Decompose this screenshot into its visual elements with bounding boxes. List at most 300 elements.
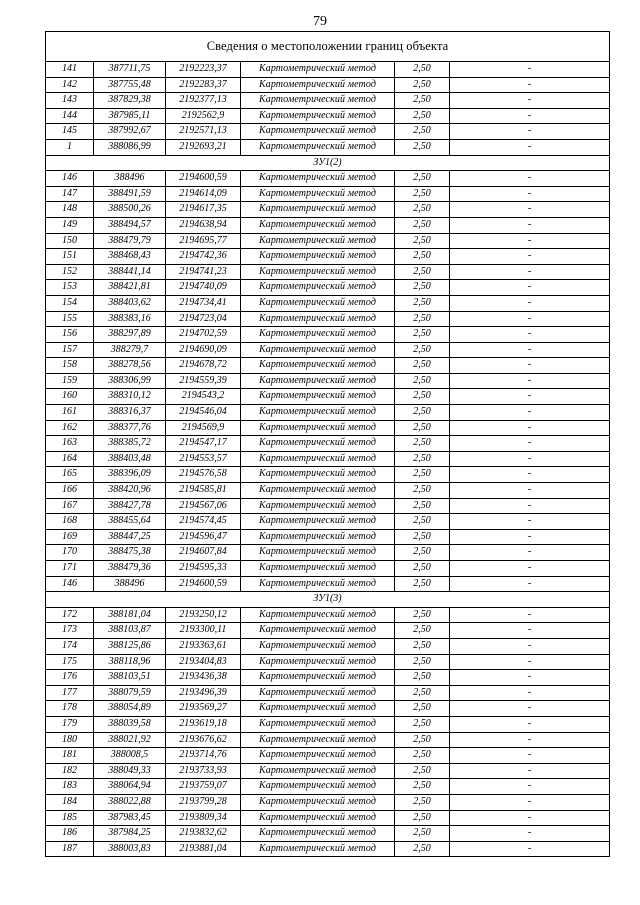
x-coordinate-cell: 388064,94 (94, 779, 166, 795)
description-cell: - (450, 467, 610, 483)
point-number-cell: 166 (46, 483, 94, 499)
method-cell: Картометрический метод (241, 342, 395, 358)
y-coordinate-cell: 2193809,34 (166, 810, 241, 826)
point-number-cell: 162 (46, 420, 94, 436)
accuracy-cell: 2,50 (395, 779, 450, 795)
x-coordinate-cell: 388008,5 (94, 748, 166, 764)
y-coordinate-cell: 2193733,93 (166, 763, 241, 779)
description-cell: - (450, 763, 610, 779)
page-number: 79 (313, 14, 327, 29)
table-row (46, 545, 610, 561)
accuracy-cell: 2,50 (395, 420, 450, 436)
description-cell: - (450, 124, 610, 140)
point-number-cell: 153 (46, 280, 94, 296)
description-cell: - (450, 264, 610, 280)
method-cell: Картометрический метод (241, 249, 395, 265)
table-title-row (46, 32, 610, 62)
method-cell: Картометрический метод (241, 701, 395, 717)
x-coordinate-cell: 388086,99 (94, 139, 166, 155)
x-coordinate-cell: 388396,09 (94, 467, 166, 483)
description-cell: - (450, 623, 610, 639)
description-cell: - (450, 280, 610, 296)
accuracy-cell: 2,50 (395, 545, 450, 561)
accuracy-cell: 2,50 (395, 467, 450, 483)
x-coordinate-cell: 388103,51 (94, 670, 166, 686)
x-coordinate-cell: 388306,99 (94, 373, 166, 389)
x-coordinate-cell: 388079,59 (94, 685, 166, 701)
x-coordinate-cell: 388500,26 (94, 202, 166, 218)
point-number-cell: 148 (46, 202, 94, 218)
y-coordinate-cell: 2193881,04 (166, 841, 241, 857)
section-label: ЗУ1(3) (46, 592, 610, 608)
method-cell: Картометрический метод (241, 62, 395, 78)
point-number-cell: 154 (46, 295, 94, 311)
point-number-cell: 157 (46, 342, 94, 358)
x-coordinate-cell: 388403,62 (94, 295, 166, 311)
method-cell: Картометрический метод (241, 483, 395, 499)
description-cell: - (450, 77, 610, 93)
table-row (46, 139, 610, 155)
y-coordinate-cell: 2194574,45 (166, 514, 241, 530)
table-row (46, 529, 610, 545)
accuracy-cell: 2,50 (395, 483, 450, 499)
point-number-cell: 181 (46, 748, 94, 764)
method-cell: Картометрический метод (241, 93, 395, 109)
table-row (46, 607, 610, 623)
point-number-cell: 167 (46, 498, 94, 514)
x-coordinate-cell: 387983,45 (94, 810, 166, 826)
method-cell: Картометрический метод (241, 467, 395, 483)
y-coordinate-cell: 2194607,84 (166, 545, 241, 561)
description-cell: - (450, 358, 610, 374)
x-coordinate-cell: 388125,86 (94, 638, 166, 654)
x-coordinate-cell: 388427,78 (94, 498, 166, 514)
accuracy-cell: 2,50 (395, 233, 450, 249)
method-cell: Картометрический метод (241, 716, 395, 732)
y-coordinate-cell: 2194695,77 (166, 233, 241, 249)
accuracy-cell: 2,50 (395, 342, 450, 358)
point-number-cell: 142 (46, 77, 94, 93)
method-cell: Картометрический метод (241, 514, 395, 530)
table-row (46, 264, 610, 280)
point-number-cell: 160 (46, 389, 94, 405)
x-coordinate-cell: 388049,33 (94, 763, 166, 779)
method-cell: Картометрический метод (241, 295, 395, 311)
y-coordinate-cell: 2193569,27 (166, 701, 241, 717)
table-row (46, 311, 610, 327)
point-number-cell: 174 (46, 638, 94, 654)
table-row (46, 638, 610, 654)
accuracy-cell: 2,50 (395, 171, 450, 187)
accuracy-cell: 2,50 (395, 389, 450, 405)
x-coordinate-cell: 388054,89 (94, 701, 166, 717)
description-cell: - (450, 685, 610, 701)
description-cell: - (450, 529, 610, 545)
accuracy-cell: 2,50 (395, 249, 450, 265)
accuracy-cell: 2,50 (395, 108, 450, 124)
method-cell: Картометрический метод (241, 436, 395, 452)
x-coordinate-cell: 388421,81 (94, 280, 166, 296)
x-coordinate-cell: 388021,92 (94, 732, 166, 748)
accuracy-cell: 2,50 (395, 701, 450, 717)
point-number-cell: 159 (46, 373, 94, 389)
table-row (46, 249, 610, 265)
x-coordinate-cell: 388310,12 (94, 389, 166, 405)
table-row (46, 217, 610, 233)
accuracy-cell: 2,50 (395, 451, 450, 467)
table-row (46, 514, 610, 530)
point-number-cell: 182 (46, 763, 94, 779)
point-number-cell: 144 (46, 108, 94, 124)
point-number-cell: 186 (46, 826, 94, 842)
description-cell: - (450, 576, 610, 592)
x-coordinate-cell: 388385,72 (94, 436, 166, 452)
y-coordinate-cell: 2194723,04 (166, 311, 241, 327)
table-row (46, 389, 610, 405)
table-row (46, 327, 610, 343)
y-coordinate-cell: 2193714,76 (166, 748, 241, 764)
accuracy-cell: 2,50 (395, 358, 450, 374)
table-row (46, 576, 610, 592)
accuracy-cell: 2,50 (395, 638, 450, 654)
y-coordinate-cell: 2193300,11 (166, 623, 241, 639)
description-cell: - (450, 62, 610, 78)
point-number-cell: 180 (46, 732, 94, 748)
description-cell: - (450, 561, 610, 577)
x-coordinate-cell: 388039,58 (94, 716, 166, 732)
method-cell: Картометрический метод (241, 607, 395, 623)
x-coordinate-cell: 388278,56 (94, 358, 166, 374)
method-cell: Картометрический метод (241, 77, 395, 93)
method-cell: Картометрический метод (241, 217, 395, 233)
y-coordinate-cell: 2192571,13 (166, 124, 241, 140)
description-cell: - (450, 607, 610, 623)
description-cell: - (450, 841, 610, 857)
description-cell: - (450, 779, 610, 795)
y-coordinate-cell: 2194576,58 (166, 467, 241, 483)
method-cell: Картометрический метод (241, 186, 395, 202)
accuracy-cell: 2,50 (395, 732, 450, 748)
y-coordinate-cell: 2194638,94 (166, 217, 241, 233)
description-cell: - (450, 186, 610, 202)
description-cell: - (450, 498, 610, 514)
method-cell: Картометрический метод (241, 171, 395, 187)
accuracy-cell: 2,50 (395, 436, 450, 452)
accuracy-cell: 2,50 (395, 77, 450, 93)
x-coordinate-cell: 388455,64 (94, 514, 166, 530)
table-row (46, 186, 610, 202)
method-cell: Картометрический метод (241, 529, 395, 545)
table-row (46, 451, 610, 467)
description-cell: - (450, 311, 610, 327)
x-coordinate-cell: 388468,43 (94, 249, 166, 265)
method-cell: Картометрический метод (241, 202, 395, 218)
y-coordinate-cell: 2193404,83 (166, 654, 241, 670)
method-cell: Картометрический метод (241, 654, 395, 670)
accuracy-cell: 2,50 (395, 124, 450, 140)
accuracy-cell: 2,50 (395, 810, 450, 826)
table-row (46, 202, 610, 218)
point-number-cell: 184 (46, 794, 94, 810)
table-row (46, 763, 610, 779)
point-number-cell: 176 (46, 670, 94, 686)
y-coordinate-cell: 2194559,39 (166, 373, 241, 389)
table-row (46, 436, 610, 452)
table-row (46, 498, 610, 514)
accuracy-cell: 2,50 (395, 763, 450, 779)
point-number-cell: 164 (46, 451, 94, 467)
method-cell: Картометрический метод (241, 451, 395, 467)
accuracy-cell: 2,50 (395, 405, 450, 421)
point-number-cell: 145 (46, 124, 94, 140)
method-cell: Картометрический метод (241, 139, 395, 155)
y-coordinate-cell: 2194734,41 (166, 295, 241, 311)
description-cell: - (450, 436, 610, 452)
description-cell: - (450, 451, 610, 467)
method-cell: Картометрический метод (241, 576, 395, 592)
x-coordinate-cell: 388118,96 (94, 654, 166, 670)
point-number-cell: 155 (46, 311, 94, 327)
point-number-cell: 143 (46, 93, 94, 109)
x-coordinate-cell: 388297,89 (94, 327, 166, 343)
description-cell: - (450, 701, 610, 717)
point-number-cell: 170 (46, 545, 94, 561)
point-number-cell: 158 (46, 358, 94, 374)
method-cell: Картометрический метод (241, 763, 395, 779)
description-cell: - (450, 342, 610, 358)
accuracy-cell: 2,50 (395, 623, 450, 639)
x-coordinate-cell: 388181,04 (94, 607, 166, 623)
method-cell: Картометрический метод (241, 623, 395, 639)
description-cell: - (450, 732, 610, 748)
description-cell: - (450, 93, 610, 109)
y-coordinate-cell: 2194596,47 (166, 529, 241, 545)
table-row (46, 841, 610, 857)
point-number-cell: 161 (46, 405, 94, 421)
accuracy-cell: 2,50 (395, 202, 450, 218)
section-header-row (46, 155, 610, 171)
point-number-cell: 150 (46, 233, 94, 249)
y-coordinate-cell: 2192283,37 (166, 77, 241, 93)
accuracy-cell: 2,50 (395, 264, 450, 280)
method-cell: Картометрический метод (241, 561, 395, 577)
table-row (46, 405, 610, 421)
x-coordinate-cell: 388279,7 (94, 342, 166, 358)
x-coordinate-cell: 388441,14 (94, 264, 166, 280)
accuracy-cell: 2,50 (395, 841, 450, 857)
accuracy-cell: 2,50 (395, 607, 450, 623)
method-cell: Картометрический метод (241, 794, 395, 810)
x-coordinate-cell: 387829,38 (94, 93, 166, 109)
method-cell: Картометрический метод (241, 545, 395, 561)
accuracy-cell: 2,50 (395, 311, 450, 327)
accuracy-cell: 2,50 (395, 280, 450, 296)
description-cell: - (450, 405, 610, 421)
table-row (46, 826, 610, 842)
method-cell: Картометрический метод (241, 841, 395, 857)
accuracy-cell: 2,50 (395, 654, 450, 670)
description-cell: - (450, 748, 610, 764)
table-row (46, 77, 610, 93)
method-cell: Картометрический метод (241, 233, 395, 249)
accuracy-cell: 2,50 (395, 62, 450, 78)
accuracy-cell: 2,50 (395, 327, 450, 343)
boundary-coordinates-table (45, 31, 610, 857)
description-cell: - (450, 638, 610, 654)
accuracy-cell: 2,50 (395, 186, 450, 202)
y-coordinate-cell: 2194553,57 (166, 451, 241, 467)
description-cell: - (450, 202, 610, 218)
table-row (46, 810, 610, 826)
method-cell: Картометрический метод (241, 327, 395, 343)
description-cell: - (450, 810, 610, 826)
description-cell: - (450, 373, 610, 389)
table-row (46, 748, 610, 764)
accuracy-cell: 2,50 (395, 748, 450, 764)
method-cell: Картометрический метод (241, 264, 395, 280)
y-coordinate-cell: 2194617,35 (166, 202, 241, 218)
table-row (46, 295, 610, 311)
point-number-cell: 141 (46, 62, 94, 78)
description-cell: - (450, 295, 610, 311)
method-cell: Картометрический метод (241, 670, 395, 686)
table-row (46, 467, 610, 483)
point-number-cell: 178 (46, 701, 94, 717)
y-coordinate-cell: 2194678,72 (166, 358, 241, 374)
accuracy-cell: 2,50 (395, 685, 450, 701)
method-cell: Картометрический метод (241, 389, 395, 405)
method-cell: Картометрический метод (241, 405, 395, 421)
table-row (46, 483, 610, 499)
table-row (46, 358, 610, 374)
description-cell: - (450, 389, 610, 405)
y-coordinate-cell: 2194543,2 (166, 389, 241, 405)
point-number-cell: 165 (46, 467, 94, 483)
method-cell: Картометрический метод (241, 373, 395, 389)
accuracy-cell: 2,50 (395, 93, 450, 109)
method-cell: Картометрический метод (241, 810, 395, 826)
x-coordinate-cell: 388316,37 (94, 405, 166, 421)
x-coordinate-cell: 387992,67 (94, 124, 166, 140)
point-number-cell: 151 (46, 249, 94, 265)
table-row (46, 701, 610, 717)
table-row (46, 732, 610, 748)
description-cell: - (450, 670, 610, 686)
description-cell: - (450, 327, 610, 343)
x-coordinate-cell: 388491,59 (94, 186, 166, 202)
y-coordinate-cell: 2194614,09 (166, 186, 241, 202)
y-coordinate-cell: 2194585,81 (166, 483, 241, 499)
section-label: ЗУ1(2) (46, 155, 610, 171)
method-cell: Картометрический метод (241, 826, 395, 842)
accuracy-cell: 2,50 (395, 139, 450, 155)
table-row (46, 108, 610, 124)
table-row (46, 420, 610, 436)
description-cell: - (450, 545, 610, 561)
table-row (46, 233, 610, 249)
y-coordinate-cell: 2193436,38 (166, 670, 241, 686)
accuracy-cell: 2,50 (395, 295, 450, 311)
description-cell: - (450, 139, 610, 155)
x-coordinate-cell: 388496 (94, 171, 166, 187)
x-coordinate-cell: 387755,48 (94, 77, 166, 93)
table-row (46, 280, 610, 296)
point-number-cell: 187 (46, 841, 94, 857)
table-title: Сведения о местоположении границ объекта (46, 32, 610, 62)
description-cell: - (450, 217, 610, 233)
point-number-cell: 156 (46, 327, 94, 343)
method-cell: Картометрический метод (241, 748, 395, 764)
section-header-row (46, 592, 610, 608)
accuracy-cell: 2,50 (395, 498, 450, 514)
y-coordinate-cell: 2194547,17 (166, 436, 241, 452)
accuracy-cell: 2,50 (395, 670, 450, 686)
table-row (46, 779, 610, 795)
point-number-cell: 1 (46, 139, 94, 155)
method-cell: Картометрический метод (241, 779, 395, 795)
point-number-cell: 169 (46, 529, 94, 545)
table-row (46, 654, 610, 670)
method-cell: Картометрический метод (241, 685, 395, 701)
y-coordinate-cell: 2193619,18 (166, 716, 241, 732)
method-cell: Картометрический метод (241, 358, 395, 374)
accuracy-cell: 2,50 (395, 561, 450, 577)
table-row (46, 93, 610, 109)
y-coordinate-cell: 2193799,28 (166, 794, 241, 810)
y-coordinate-cell: 2193250,12 (166, 607, 241, 623)
point-number-cell: 183 (46, 779, 94, 795)
y-coordinate-cell: 2192562,9 (166, 108, 241, 124)
y-coordinate-cell: 2194702,59 (166, 327, 241, 343)
y-coordinate-cell: 2193832,62 (166, 826, 241, 842)
point-number-cell: 177 (46, 685, 94, 701)
x-coordinate-cell: 388103,87 (94, 623, 166, 639)
table-row (46, 716, 610, 732)
description-cell: - (450, 794, 610, 810)
y-coordinate-cell: 2194595,33 (166, 561, 241, 577)
x-coordinate-cell: 388479,36 (94, 561, 166, 577)
y-coordinate-cell: 2193496,39 (166, 685, 241, 701)
point-number-cell: 171 (46, 561, 94, 577)
table-row (46, 171, 610, 187)
accuracy-cell: 2,50 (395, 826, 450, 842)
point-number-cell: 175 (46, 654, 94, 670)
y-coordinate-cell: 2193676,62 (166, 732, 241, 748)
point-number-cell: 185 (46, 810, 94, 826)
x-coordinate-cell: 388377,76 (94, 420, 166, 436)
method-cell: Картометрический метод (241, 420, 395, 436)
table-body (46, 32, 610, 857)
x-coordinate-cell: 388494,57 (94, 217, 166, 233)
y-coordinate-cell: 2194741,23 (166, 264, 241, 280)
x-coordinate-cell: 387984,25 (94, 826, 166, 842)
point-number-cell: 149 (46, 217, 94, 233)
point-number-cell: 146 (46, 171, 94, 187)
y-coordinate-cell: 2194600,59 (166, 171, 241, 187)
description-cell: - (450, 420, 610, 436)
x-coordinate-cell: 388403,48 (94, 451, 166, 467)
accuracy-cell: 2,50 (395, 217, 450, 233)
point-number-cell: 173 (46, 623, 94, 639)
table-row (46, 561, 610, 577)
description-cell: - (450, 514, 610, 530)
point-number-cell: 179 (46, 716, 94, 732)
point-number-cell: 168 (46, 514, 94, 530)
accuracy-cell: 2,50 (395, 716, 450, 732)
x-coordinate-cell: 388420,96 (94, 483, 166, 499)
description-cell: - (450, 233, 610, 249)
table-row (46, 124, 610, 140)
